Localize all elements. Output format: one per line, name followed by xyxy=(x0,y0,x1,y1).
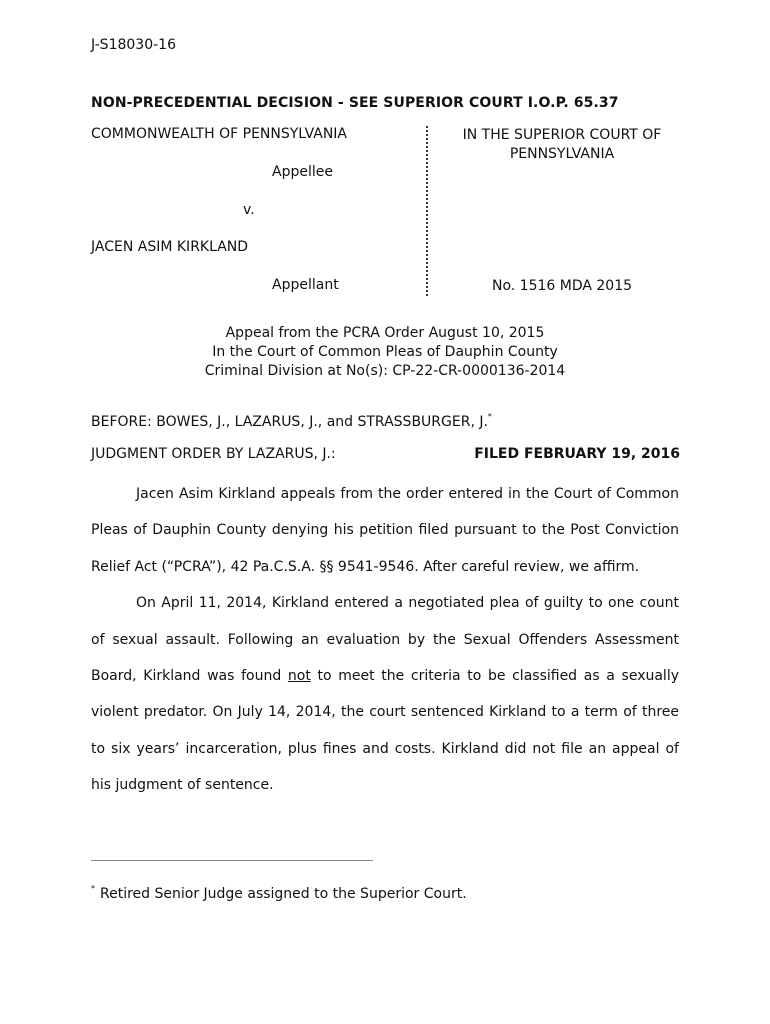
footnote-mark: * xyxy=(91,884,95,893)
opinion-body xyxy=(91,476,679,804)
appeal-line-court: In the Court of Common Pleas of Dauphin County xyxy=(212,344,558,360)
party-commonwealth: COMMONWEALTH OF PENNSYLVANIA xyxy=(91,126,348,142)
panel-line xyxy=(91,412,492,430)
appeal-info xyxy=(91,324,679,381)
appeal-line-order: Appeal from the PCRA Order August 10, 2015 xyxy=(225,325,545,341)
role-appellant: Appellant xyxy=(272,277,339,293)
judgment-order-author: JUDGMENT ORDER BY LAZARUS, J.: xyxy=(91,446,336,462)
court-name: IN THE SUPERIOR COURT OF PENNSYLVANIA xyxy=(462,127,662,162)
case-caption xyxy=(91,126,431,298)
caption-divider xyxy=(426,126,428,296)
paragraph: On April 11, 2014, Kirkland entered a negotiated plea of guilty to one count of sexual assault. Following an evaluation by the Sexual Offenders Assessment Board, Kirkland was found not to meet the criteria to be classified as a sexually violent predator. On July 14, 2014, the court sentenced Kirkland to a term of three to six years’ incarceration, plus fines and costs. Kirkland did not file an appeal of his judgment of sentence. xyxy=(91,595,679,794)
party-appellant-name: JACEN ASIM KIRKLAND xyxy=(91,239,249,255)
footnote-ref: * xyxy=(487,412,492,421)
document-id: J-S18030-16 xyxy=(91,37,176,53)
underlined-word: not xyxy=(287,668,311,685)
paragraph: Jacen Asim Kirkland appeals from the order entered in the Court of Common Pleas of Dauphin County denying his petition filed pursuant to the Post Conviction Relief Act (“PCRA”), 42 Pa.C.S.A. §§ 9541-9546. After careful review, we affirm. xyxy=(91,486,679,575)
versus: v. xyxy=(243,202,255,218)
decision-heading: NON-PRECEDENTIAL DECISION - SEE SUPERIOR COURT I.O.P. 65.37 xyxy=(91,95,619,111)
footnote-text: Retired Senior Judge assigned to the Superior Court. xyxy=(100,886,467,902)
role-appellee: Appellee xyxy=(272,164,333,180)
footnote xyxy=(91,884,467,902)
appeal-line-docket: Criminal Division at No(s): CP-22-CR-0000136-2014 xyxy=(204,363,566,379)
docket-number: No. 1516 MDA 2015 xyxy=(491,278,633,294)
footnote-separator xyxy=(91,860,373,861)
panel-judges: BEFORE: BOWES, J., LAZARUS, J., and STRASSBURGER, J. xyxy=(91,414,488,430)
filed-date: FILED FEBRUARY 19, 2016 xyxy=(474,446,680,462)
